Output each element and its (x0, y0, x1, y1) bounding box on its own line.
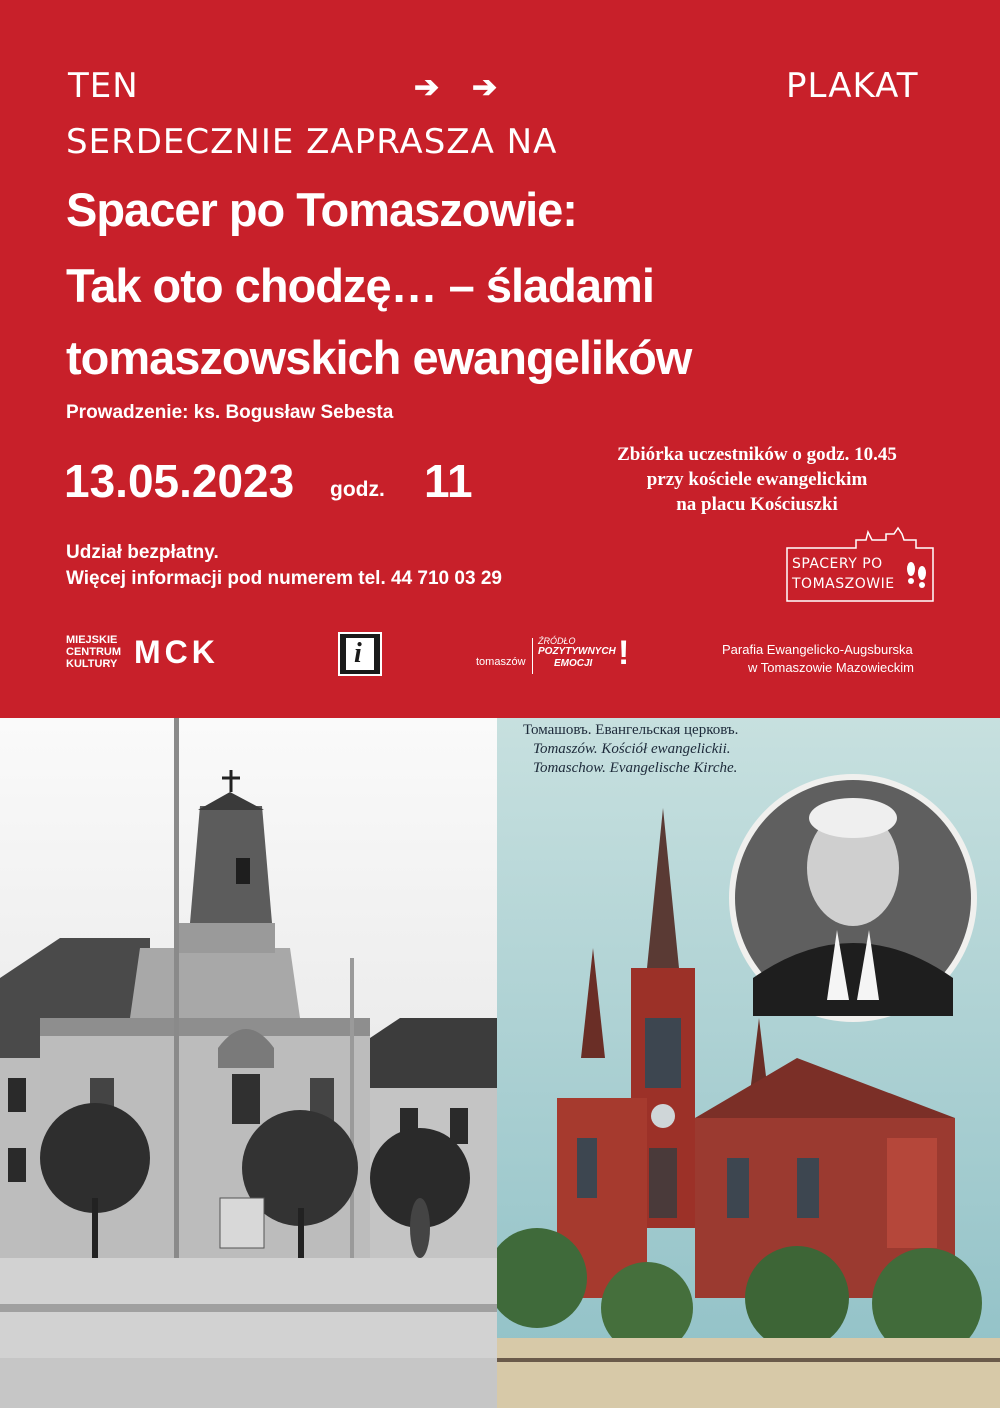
old-church-photo (0, 718, 497, 1408)
mck-line1: MIEJSKIE (66, 634, 118, 646)
slogan-mark: ! (618, 634, 630, 672)
event-date: 13.05.2023 (64, 455, 295, 507)
slogan-line2: POZYTYWNYCH (538, 646, 616, 657)
meeting-info (580, 442, 934, 517)
meeting-line3: na placu Kościuszki (676, 494, 838, 515)
event-title-line2: Tak oto chodzę… – śladami (66, 259, 654, 312)
invite-line: SERDECZNIE ZAPRASZA NA (66, 122, 558, 162)
plakat-word: PLAKAT (786, 66, 919, 106)
free-entry: Udział bezpłatny. (66, 542, 219, 563)
info-point-logo (338, 632, 382, 676)
slogan-line1: ŹRÓDŁO (538, 636, 576, 646)
host-line: Prowadzenie: ks. Bogusław Sebesta (66, 402, 394, 423)
arrow-icon: ➔ (472, 71, 498, 104)
city-logo (476, 634, 636, 680)
badge-line1: SPACERY PO (792, 556, 883, 572)
badge-line2: TOMASZOWIE (792, 576, 895, 592)
postcard-caption-ru: Томашовъ. Евангельская церковъ. (523, 722, 739, 738)
meeting-line2: przy kościele ewangelickim (646, 469, 868, 490)
arrow-icon: ➔ (414, 71, 440, 104)
parish-line1: Parafia Ewangelicko-Augsburska (722, 642, 913, 657)
postcard-image (497, 718, 1000, 1408)
postcard-caption-pl: Tomaszów. Kościół ewangelickii. (533, 741, 731, 757)
slogan-line3: EMOCJI (554, 658, 593, 669)
info-icon: i (354, 638, 362, 669)
phone-info: Więcej informacji pod numerem tel. 44 710 03 29 (66, 568, 502, 589)
city-name: tomaszów (476, 656, 526, 668)
time-label: godz. (330, 478, 385, 501)
red-church-illustration (497, 718, 1000, 1408)
event-title-line3: tomaszowskich ewangelików (66, 331, 692, 384)
parish-line2: w Tomaszowie Mazowieckim (748, 660, 914, 675)
spacery-badge (786, 526, 934, 602)
mck-line3: KULTURY (66, 658, 118, 670)
footprints-icon (904, 560, 930, 592)
mck-mark: MCK (134, 634, 219, 670)
mck-line2: CENTRUM (66, 646, 121, 658)
postcard-caption-de: Tomaschow. Evangelische Kirche. (533, 760, 738, 776)
meeting-line1: Zbiórka uczestników o godz. 10.45 (617, 444, 897, 465)
event-title-line1: Spacer po Tomaszowie: (66, 183, 577, 236)
event-time: 11 (424, 455, 473, 507)
ten-word: TEN (68, 66, 139, 106)
mck-logo (66, 634, 256, 674)
bw-church-illustration (0, 718, 497, 1408)
